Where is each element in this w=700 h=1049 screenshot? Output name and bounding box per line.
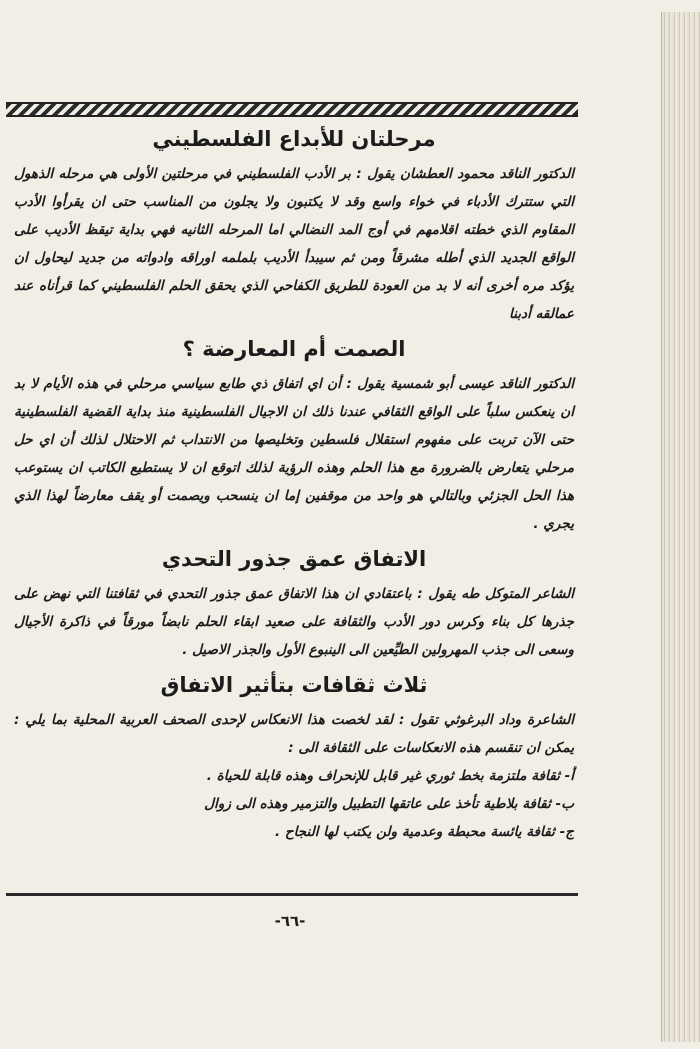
section-heading: ثلاث ثقافات بتأثير الاتفاق [160, 673, 428, 697]
list-item: أ- ثقافة ملتزمة بخط ثوري غير قابل للإنحراف وهذه قابلة للحياة . [206, 768, 574, 784]
page-edge [661, 12, 700, 1042]
decorative-top-border [6, 102, 578, 117]
bottom-rule [6, 893, 578, 896]
section-paragraph: الدكتور الناقد عيسى أبو شمسية يقول : أن اي اتفاق ذي طابع سياسي مرحلي في هذه الأيام لا بد ان ينعكس سلباً على الواقع الثقافي عندنا ذلك ان الاجيال الفلسطينية منذ بداية القضية الفلسطينية حتى الآن تربت على مفهوم استقلال فلسطين وتخليصها من الانتداب ثم الاحتلال لذلك أن اي حل مرحلي يتعارض بالضرورة مع هذا الحلم وهذه الرؤية لذلك اتوقع ان لا يستطيع الكاتب ان يستوعب هذا الحل الجزئي وبالتالي هو واحد من موقفين إما ان ينسحب ويصمت أو يقف معارضاً لهذا الذي يجري . [14, 376, 574, 532]
list-item: ج- ثقافة يائسة محبطة وعدمية ولن يكتب لها النجاح . [274, 824, 574, 840]
section-heading: الاتفاق عمق جذور التحدي [161, 547, 427, 571]
section-paragraph: الشاعر المتوكل طه يقول : باعتقادي ان هذا الاتفاق عمق جذور التحدي في ثقافتنا التي نهض على جذرها كل بناء وكرس دور الأدب والثقافة على صعيد ابقاء الحلم نابضاً مورقاً في ذاكرة الأجيال وسعى الى جذب المهرولين الطيِّعين الى الينبوع الأول والجذر الاصيل . [14, 586, 574, 658]
article-body [14, 118, 574, 846]
section-heading: مرحلتان للأبداع الفلسطيني [152, 127, 436, 151]
section-heading: الصمت أم المعارضة ؟ [182, 337, 406, 361]
section-paragraph: الشاعرة وداد البرغوثي تقول : لقد لخصت هذا الانعكاس لإحدى الصحف العربية المحلية بما يلي : يمكن ان تنقسم هذه الانعكاسات على الثقافة الى : [14, 712, 574, 756]
section-paragraph: الدكتور الناقد محمود العطشان يقول : بر الأدب الفلسطيني في مرحلتين الأولى هي مرحله الذهول التي ستترك الأدباء في خواء واسع وقد لا يكتبون ولا يجلون من المناسب حتى ان يقرأوا الأدب المقاوم الذي خطته اقلامهم في أوج المد النضالي اما المرحله الثانيه فهي بداية تيقظ الأديب على الواقع الجديد الذي أطله مشرقاً ومن ثم سيبدأ الأديب بلملمه اوراقه وادواته من جديد ليحاول ان يؤكد مره أخرى أنه لا بد من العودة للطريق الكفاحي الذي يحقق الحلم الفلسطيني كما قرأناه عند عمالقه أدبنا [14, 166, 574, 322]
list-item: ب- ثقافة بلاطية تأخذ على عاتقها التطبيل والتزمير وهذه الى زوال [204, 796, 574, 812]
page-number: -٦٦- [274, 912, 306, 930]
